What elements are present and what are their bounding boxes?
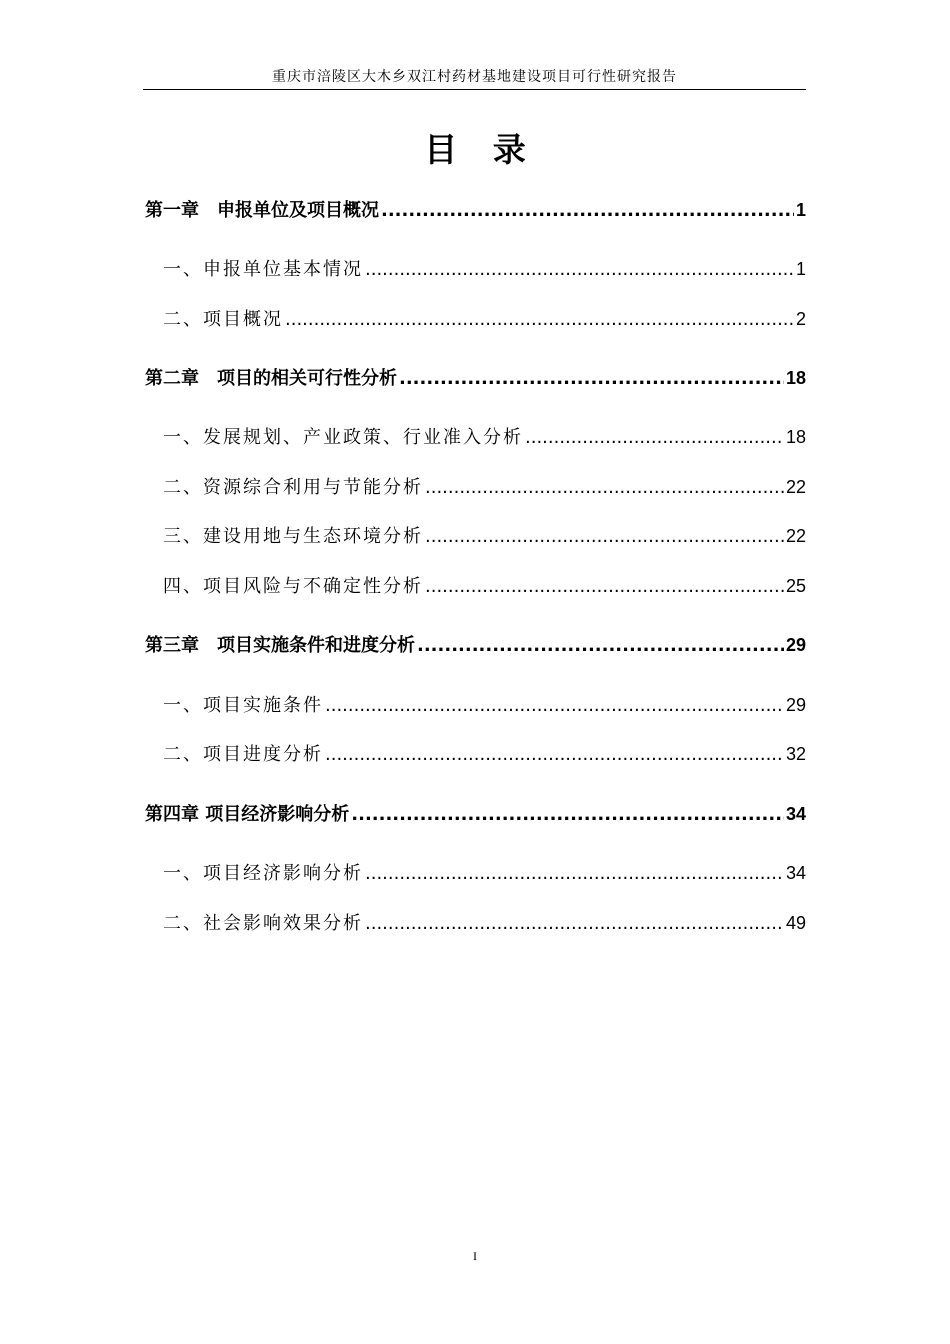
toc-page-number: 25	[785, 576, 806, 596]
toc-chapter-4[interactable]	[145, 801, 806, 827]
toc-page-number: 34	[785, 863, 806, 883]
toc-entry-label: 第一章 申报单位及项目概况	[145, 200, 379, 221]
toc-section-4-1[interactable]	[163, 860, 806, 886]
toc-entry-label: 一、发展规划、产业政策、行业准入分析	[163, 427, 523, 448]
toc-section-2-1[interactable]	[163, 424, 806, 450]
toc-entry-label: 二、社会影响效果分析	[163, 913, 363, 934]
toc-dot-leader	[417, 633, 784, 659]
toc-page-number: 34	[785, 804, 806, 824]
toc-entry-label: 第三章 项目实施条件和进度分析	[145, 635, 415, 656]
toc-page-number: 18	[785, 427, 806, 447]
toc-section-2-4[interactable]	[163, 573, 806, 599]
toc-entry-label: 三、建设用地与生态环境分析	[163, 526, 423, 547]
toc-page-number: 22	[785, 526, 806, 546]
toc-dot-leader	[399, 366, 784, 392]
toc-dot-leader	[365, 257, 794, 283]
toc-dot-leader	[285, 307, 794, 333]
toc-page-number: 2	[795, 309, 806, 329]
toc-chapter-2[interactable]	[145, 365, 806, 391]
toc-entry-label: 一、申报单位基本情况	[163, 259, 363, 280]
toc-dot-leader	[351, 802, 784, 828]
toc-entry-label: 第二章 项目的相关可行性分析	[145, 368, 397, 389]
toc-dot-leader	[425, 574, 784, 600]
toc-entry-label: 四、项目风险与不确定性分析	[163, 576, 423, 597]
toc-section-2-3[interactable]	[163, 523, 806, 549]
running-header: 重庆市涪陵区大木乡双江村药材基地建设项目可行性研究报告	[272, 69, 677, 85]
toc-section-3-2[interactable]	[163, 741, 806, 767]
toc-entry-label: 二、项目概况	[163, 309, 283, 330]
toc-page-number: 32	[785, 744, 806, 764]
toc-page-number: 49	[785, 913, 806, 933]
toc-dot-leader	[325, 693, 784, 719]
page-number: I	[473, 1249, 477, 1263]
toc-section-1-1[interactable]	[163, 256, 806, 282]
toc-section-1-2[interactable]	[163, 306, 806, 332]
toc-page-number: 29	[785, 635, 806, 655]
toc-dot-leader	[525, 425, 784, 451]
toc-title: 目 录	[424, 130, 526, 169]
toc-dot-leader	[365, 911, 784, 937]
toc-dot-leader	[425, 524, 784, 550]
toc-entry-label: 二、项目进度分析	[163, 744, 323, 765]
toc-page-number: 22	[785, 477, 806, 497]
toc-section-2-2[interactable]	[163, 474, 806, 500]
toc-page-number: 18	[785, 368, 806, 388]
toc-section-4-2[interactable]	[163, 910, 806, 936]
toc-dot-leader	[381, 198, 794, 224]
toc-dot-leader	[325, 742, 784, 768]
toc-page-number: 1	[795, 200, 806, 220]
toc-dot-leader	[365, 861, 784, 887]
toc-entry-label: 二、资源综合利用与节能分析	[163, 477, 423, 498]
toc-section-3-1[interactable]	[163, 692, 806, 718]
toc-entry-label: 第四章 项目经济影响分析	[145, 804, 350, 825]
toc-page-number: 1	[795, 259, 806, 279]
toc-chapter-3[interactable]	[145, 632, 806, 658]
toc-page-number: 29	[785, 695, 806, 715]
toc-entry-label: 一、项目实施条件	[163, 695, 323, 716]
toc-chapter-1[interactable]	[145, 197, 806, 223]
toc-entry-label: 一、项目经济影响分析	[163, 863, 363, 884]
toc-dot-leader	[425, 475, 784, 501]
